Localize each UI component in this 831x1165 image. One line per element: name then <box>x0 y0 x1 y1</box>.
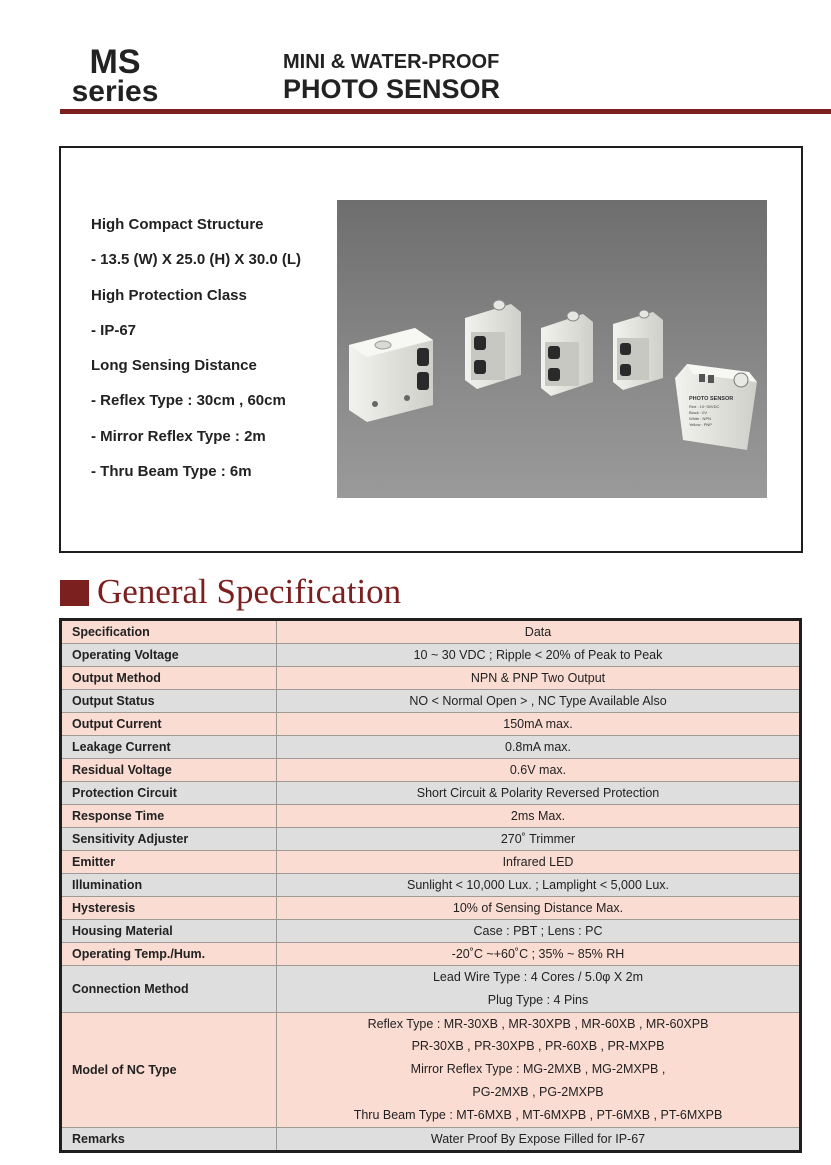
spec-key: Response Time <box>61 805 277 828</box>
spec-key: Output Status <box>61 690 277 713</box>
table-row <box>61 943 801 966</box>
product-photo <box>337 200 767 498</box>
table-row <box>61 782 801 805</box>
spec-value-line: Thru Beam Type : MT-6MXB , MT-6MXPB , PT-6MXB , PT-6MXPB <box>353 1107 723 1122</box>
feature-item: - 13.5 (W) X 25.0 (H) X 30.0 (L) <box>91 251 302 269</box>
table-row <box>61 828 801 851</box>
feature-item: High Compact Structure <box>91 216 264 233</box>
table-row <box>61 1012 801 1127</box>
feature-list <box>91 214 301 496</box>
title-line-1: MINI & WATER-PROOF <box>283 51 500 73</box>
spec-value-line: PR-30XB , PR-30XPB , PR-60XB , PR-MXPB <box>411 1039 665 1054</box>
feature-item: - Mirror Reflex Type : 2m <box>91 427 266 445</box>
sensor-label-line: White : NPN <box>689 416 712 421</box>
table-row <box>61 874 801 897</box>
section-marker <box>60 580 89 606</box>
table-row <box>61 644 801 667</box>
spec-key: Illumination <box>61 874 277 897</box>
feature-panel <box>59 146 803 553</box>
spec-value-line: Mirror Reflex Type : MG-2MXB , MG-2MXPB , <box>410 1062 666 1077</box>
spec-key: Residual Voltage <box>61 759 277 782</box>
spec-key: Operating Voltage <box>61 644 277 667</box>
sensor-1-image <box>349 328 433 422</box>
series-logo <box>60 43 170 108</box>
page-title <box>283 50 500 104</box>
sensor-4-image <box>613 310 663 390</box>
table-row <box>61 966 801 1013</box>
header-key: Specification <box>61 620 277 644</box>
series-word: series <box>71 75 159 108</box>
feature-item: - IP-67 <box>91 321 137 339</box>
section-title: General Specification <box>97 572 402 611</box>
spec-value: 0.8mA max. <box>277 736 801 759</box>
spec-key: Remarks <box>61 1127 277 1151</box>
spec-value: 0.6V max. <box>277 759 801 782</box>
sensor-label-line: Black : 0V <box>689 410 708 415</box>
spec-value: Case : PBT ; Lens : PC <box>277 920 801 943</box>
table-row <box>61 759 801 782</box>
spec-key: Emitter <box>61 851 277 874</box>
feature-item: - Reflex Type : 30cm , 60cm <box>91 392 286 410</box>
spec-value: Sunlight < 10,000 Lux. ; Lamplight < 5,000 Lux. <box>277 874 801 897</box>
table-row <box>61 1127 801 1151</box>
feature-item: Long Sensing Distance <box>91 357 257 375</box>
spec-key: Output Method <box>61 667 277 690</box>
spec-key: Hysteresis <box>61 897 277 920</box>
feature-item: - Thru Beam Type : 6m <box>91 463 252 481</box>
spec-key: Output Current <box>61 713 277 736</box>
spec-value: 270˚ Trimmer <box>277 828 801 851</box>
sensor-label-title: PHOTO SENSOR <box>689 396 734 402</box>
table-row <box>61 897 801 920</box>
spec-value: Water Proof By Expose Filled for IP-67 <box>277 1127 801 1151</box>
spec-value: Infrared LED <box>277 851 801 874</box>
spec-value: 10 ~ 30 VDC ; Ripple < 20% of Peak to Peak <box>277 644 801 667</box>
spec-key: Model of NC Type <box>61 1012 277 1127</box>
spec-value: NPN & PNP Two Output <box>277 667 801 690</box>
series-code: MS <box>89 43 141 81</box>
table-row <box>61 805 801 828</box>
header-value: Data <box>277 620 801 644</box>
spec-value: 150mA max. <box>277 713 801 736</box>
table-row <box>61 713 801 736</box>
spec-value-line: Reflex Type : MR-30XB , MR-30XPB , MR-60XB , MR-60XPB <box>367 1016 709 1031</box>
header-divider <box>60 109 831 114</box>
table-row <box>61 920 801 943</box>
spec-value: 2ms Max. <box>277 805 801 828</box>
sensor-label-line: Red : 10~30VDC <box>689 404 720 409</box>
spec-value: NO < Normal Open > , NC Type Available Also <box>277 690 801 713</box>
table-row <box>61 690 801 713</box>
spec-value-line: PG-2MXB , PG-2MXPB <box>472 1084 604 1099</box>
spec-table <box>59 618 802 1153</box>
spec-key: Operating Temp./Hum. <box>61 943 277 966</box>
spec-value: -20˚C ~+60˚C ; 35% ~ 85% RH <box>277 943 801 966</box>
spec-value: 10% of Sensing Distance Max. <box>277 897 801 920</box>
spec-key: Protection Circuit <box>61 782 277 805</box>
spec-value-line: Lead Wire Type : 4 Cores / 5.0φ X 2m <box>432 970 644 984</box>
sensor-label-line: Yellow : PNP <box>689 422 712 427</box>
table-row <box>61 736 801 759</box>
spec-key: Leakage Current <box>61 736 277 759</box>
spec-key: Housing Material <box>61 920 277 943</box>
spec-value <box>277 1012 801 1127</box>
spec-key: Connection Method <box>61 966 277 1013</box>
spec-key: Sensitivity Adjuster <box>61 828 277 851</box>
feature-item: High Protection Class <box>91 286 247 304</box>
spec-value-line: Plug Type : 4 Pins <box>487 992 589 1007</box>
sensor-5-image <box>675 364 757 450</box>
table-row <box>61 851 801 874</box>
spec-value: Short Circuit & Polarity Reversed Protection <box>277 782 801 805</box>
spec-value <box>277 966 801 1013</box>
table-header-row <box>61 620 801 644</box>
table-row <box>61 667 801 690</box>
title-line-2: PHOTO SENSOR <box>283 74 501 104</box>
